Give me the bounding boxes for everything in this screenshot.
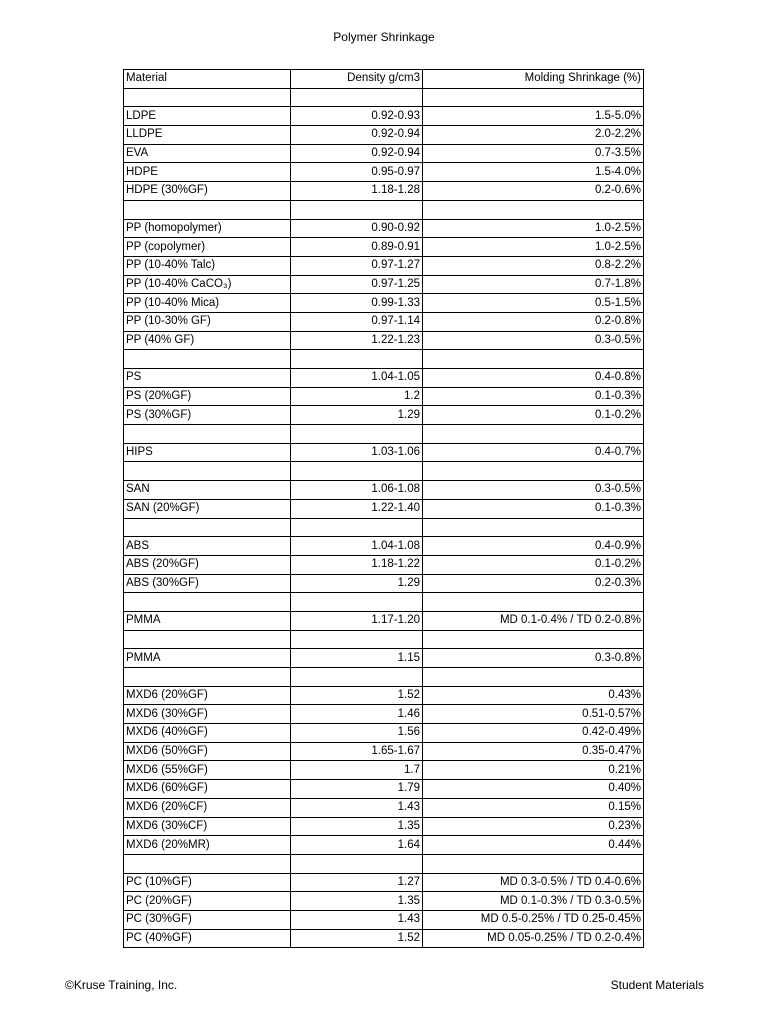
material-cell: MXD6 (40%GF) <box>124 724 291 743</box>
shrinkage-cell: 0.23% <box>423 817 644 836</box>
density-cell: 1.64 <box>291 836 423 855</box>
table-row <box>124 611 644 630</box>
density-cell: 1.04-1.08 <box>291 537 423 556</box>
material-cell <box>124 425 291 444</box>
table-row <box>124 462 644 481</box>
table-row <box>124 144 644 163</box>
material-cell: MXD6 (20%MR) <box>124 836 291 855</box>
density-cell: 1.29 <box>291 574 423 593</box>
shrinkage-cell: 0.40% <box>423 780 644 799</box>
table-row <box>124 873 644 892</box>
shrinkage-cell: 2.0-2.2% <box>423 126 644 145</box>
table-row <box>124 312 644 331</box>
shrinkage-cell <box>423 350 644 369</box>
shrinkage-cell: 0.1-0.2% <box>423 555 644 574</box>
table-row <box>124 219 644 238</box>
density-cell: 1.27 <box>291 873 423 892</box>
shrinkage-cell <box>423 88 644 107</box>
density-cell: 0.92-0.93 <box>291 107 423 126</box>
density-cell: 1.22-1.40 <box>291 499 423 518</box>
shrinkage-cell: 0.7-3.5% <box>423 144 644 163</box>
material-cell: MXD6 (30%CF) <box>124 817 291 836</box>
shrinkage-cell: 0.3-0.5% <box>423 481 644 500</box>
density-cell <box>291 630 423 649</box>
shrinkage-cell <box>423 200 644 219</box>
table-row <box>124 929 644 948</box>
table-row <box>124 406 644 425</box>
shrinkage-cell: 0.3-0.8% <box>423 649 644 668</box>
density-cell <box>291 518 423 537</box>
table-row <box>124 686 644 705</box>
table-row <box>124 761 644 780</box>
density-cell <box>291 593 423 612</box>
table-row <box>124 425 644 444</box>
shrinkage-cell: 0.1-0.2% <box>423 406 644 425</box>
table-row <box>124 256 644 275</box>
table-row <box>124 555 644 574</box>
material-cell: PP (10‑30% GF) <box>124 312 291 331</box>
shrinkage-cell: 0.2-0.6% <box>423 182 644 201</box>
shrinkage-cell: 0.5-1.5% <box>423 294 644 313</box>
material-cell: PC (20%GF) <box>124 892 291 911</box>
material-cell: PS (30%GF) <box>124 406 291 425</box>
table-row <box>124 518 644 537</box>
table-row <box>124 499 644 518</box>
material-cell: PP (40% GF) <box>124 331 291 350</box>
table-row <box>124 88 644 107</box>
density-cell <box>291 668 423 687</box>
material-cell <box>124 350 291 369</box>
material-cell: PS (20%GF) <box>124 387 291 406</box>
material-cell: PP (copolymer) <box>124 238 291 257</box>
material-cell <box>124 668 291 687</box>
density-cell <box>291 200 423 219</box>
material-cell: PP (10‑40% Talc) <box>124 256 291 275</box>
table-row <box>124 780 644 799</box>
density-cell: 1.15 <box>291 649 423 668</box>
density-cell: 0.92-0.94 <box>291 144 423 163</box>
table-row <box>124 107 644 126</box>
material-cell <box>124 593 291 612</box>
shrinkage-cell: 0.44% <box>423 836 644 855</box>
table-row <box>124 892 644 911</box>
density-cell: 1.29 <box>291 406 423 425</box>
shrinkage-cell <box>423 668 644 687</box>
material-cell: MXD6 (20%GF) <box>124 686 291 705</box>
material-cell: MXD6 (60%GF) <box>124 780 291 799</box>
table-row <box>124 331 644 350</box>
table-row <box>124 369 644 388</box>
shrinkage-cell: MD 0.05-0.25% / TD 0.2-0.4% <box>423 929 644 948</box>
material-cell: PP (10‑40% CaCO₃) <box>124 275 291 294</box>
table-row <box>124 126 644 145</box>
density-cell: 1.2 <box>291 387 423 406</box>
density-cell: 1.22-1.23 <box>291 331 423 350</box>
table-row <box>124 817 644 836</box>
material-cell: HIPS <box>124 443 291 462</box>
material-cell: PS <box>124 369 291 388</box>
material-cell: SAN (20%GF) <box>124 499 291 518</box>
table-row <box>124 350 644 369</box>
header-material: Material <box>124 70 291 89</box>
shrinkage-cell: MD 0.1-0.3% / TD 0.3-0.5% <box>423 892 644 911</box>
material-cell: MXD6 (50%GF) <box>124 742 291 761</box>
shrinkage-cell: 0.1-0.3% <box>423 387 644 406</box>
material-cell: PP (10‑40% Mica) <box>124 294 291 313</box>
density-cell: 1.46 <box>291 705 423 724</box>
density-cell: 1.52 <box>291 686 423 705</box>
table-row <box>124 574 644 593</box>
shrinkage-cell: 1.5-5.0% <box>423 107 644 126</box>
material-cell: ABS <box>124 537 291 556</box>
table-row <box>124 649 644 668</box>
table-row <box>124 238 644 257</box>
material-cell: PMMA <box>124 611 291 630</box>
density-cell: 1.04-1.05 <box>291 369 423 388</box>
table-body <box>124 88 644 948</box>
density-cell <box>291 350 423 369</box>
shrinkage-cell <box>423 518 644 537</box>
shrinkage-cell <box>423 593 644 612</box>
material-cell: MXD6 (55%GF) <box>124 761 291 780</box>
shrinkage-cell: 1.0-2.5% <box>423 219 644 238</box>
student-materials-footer: Student Materials <box>610 978 704 992</box>
density-cell: 0.97-1.25 <box>291 275 423 294</box>
shrinkage-cell <box>423 630 644 649</box>
table-row <box>124 705 644 724</box>
table-row <box>124 200 644 219</box>
material-cell: MXD6 (20%CF) <box>124 798 291 817</box>
shrinkage-cell: 1.5-4.0% <box>423 163 644 182</box>
density-cell: 1.65-1.67 <box>291 742 423 761</box>
material-cell <box>124 462 291 481</box>
density-cell <box>291 462 423 481</box>
density-cell: 1.52 <box>291 929 423 948</box>
material-cell: PC (10%GF) <box>124 873 291 892</box>
table-row <box>124 836 644 855</box>
material-cell: ABS (20%GF) <box>124 555 291 574</box>
header-density: Density g/cm3 <box>291 70 423 89</box>
shrinkage-cell: 0.4-0.7% <box>423 443 644 462</box>
density-cell: 0.97-1.14 <box>291 312 423 331</box>
density-cell: 0.89-0.91 <box>291 238 423 257</box>
density-cell: 1.18-1.22 <box>291 555 423 574</box>
density-cell <box>291 88 423 107</box>
shrinkage-cell <box>423 462 644 481</box>
density-cell: 0.90-0.92 <box>291 219 423 238</box>
material-cell: PC (30%GF) <box>124 910 291 929</box>
material-cell: HDPE (30%GF) <box>124 182 291 201</box>
shrinkage-cell: 0.4-0.8% <box>423 369 644 388</box>
table-row <box>124 798 644 817</box>
shrinkage-cell: 0.35-0.47% <box>423 742 644 761</box>
shrinkage-cell <box>423 854 644 873</box>
material-cell: ABS (30%GF) <box>124 574 291 593</box>
shrinkage-cell: 0.8-2.2% <box>423 256 644 275</box>
material-cell: LLDPE <box>124 126 291 145</box>
density-cell: 0.92-0.94 <box>291 126 423 145</box>
density-cell: 1.79 <box>291 780 423 799</box>
shrinkage-cell: 0.3-0.5% <box>423 331 644 350</box>
density-cell: 0.95-0.97 <box>291 163 423 182</box>
density-cell: 1.18-1.28 <box>291 182 423 201</box>
table-row <box>124 443 644 462</box>
table-row <box>124 182 644 201</box>
material-cell <box>124 518 291 537</box>
table-row <box>124 910 644 929</box>
table-row <box>124 668 644 687</box>
density-cell: 1.56 <box>291 724 423 743</box>
density-cell: 1.43 <box>291 798 423 817</box>
table-row <box>124 724 644 743</box>
material-cell <box>124 630 291 649</box>
density-cell <box>291 854 423 873</box>
density-cell: 1.06-1.08 <box>291 481 423 500</box>
shrinkage-cell: 0.7-1.8% <box>423 275 644 294</box>
table-row <box>124 630 644 649</box>
material-cell <box>124 88 291 107</box>
shrinkage-cell: MD 0.1-0.4% / TD 0.2-0.8% <box>423 611 644 630</box>
shrinkage-cell <box>423 425 644 444</box>
material-cell: SAN <box>124 481 291 500</box>
table-row <box>124 294 644 313</box>
density-cell: 1.35 <box>291 817 423 836</box>
shrinkage-cell: 0.15% <box>423 798 644 817</box>
shrinkage-cell: 0.42-0.49% <box>423 724 644 743</box>
table-row <box>124 387 644 406</box>
density-cell: 1.03-1.06 <box>291 443 423 462</box>
table-row <box>124 742 644 761</box>
copyright-footer: ©Kruse Training, Inc. <box>65 978 178 992</box>
shrinkage-cell: MD 0.5-0.25% / TD 0.25-0.45% <box>423 910 644 929</box>
table-row <box>124 163 644 182</box>
density-cell: 1.35 <box>291 892 423 911</box>
table-row <box>124 481 644 500</box>
shrinkage-cell: 0.4-0.9% <box>423 537 644 556</box>
shrinkage-cell: 0.2-0.3% <box>423 574 644 593</box>
material-cell: PMMA <box>124 649 291 668</box>
material-cell: EVA <box>124 144 291 163</box>
material-cell <box>124 854 291 873</box>
shrinkage-cell: 1.0-2.5% <box>423 238 644 257</box>
table-row <box>124 854 644 873</box>
material-cell: LDPE <box>124 107 291 126</box>
table-row <box>124 593 644 612</box>
material-cell: PP (homopolymer) <box>124 219 291 238</box>
density-cell <box>291 425 423 444</box>
shrinkage-cell: 0.43% <box>423 686 644 705</box>
material-cell: HDPE <box>124 163 291 182</box>
density-cell: 1.7 <box>291 761 423 780</box>
shrinkage-table <box>123 69 644 948</box>
table-header-row <box>124 70 644 89</box>
shrinkage-cell: MD 0.3-0.5% / TD 0.4-0.6% <box>423 873 644 892</box>
density-cell: 1.17-1.20 <box>291 611 423 630</box>
shrinkage-cell: 0.51-0.57% <box>423 705 644 724</box>
shrinkage-cell: 0.2-0.8% <box>423 312 644 331</box>
density-cell: 1.43 <box>291 910 423 929</box>
material-cell: PC (40%GF) <box>124 929 291 948</box>
shrinkage-cell: 0.21% <box>423 761 644 780</box>
header-shrinkage: Molding Shrinkage (%) <box>423 70 644 89</box>
density-cell: 0.99-1.33 <box>291 294 423 313</box>
shrinkage-cell: 0.1-0.3% <box>423 499 644 518</box>
density-cell: 0.97-1.27 <box>291 256 423 275</box>
table-row <box>124 275 644 294</box>
table-row <box>124 537 644 556</box>
material-cell <box>124 200 291 219</box>
material-cell: MXD6 (30%GF) <box>124 705 291 724</box>
page-title: Polymer Shrinkage <box>333 30 435 44</box>
